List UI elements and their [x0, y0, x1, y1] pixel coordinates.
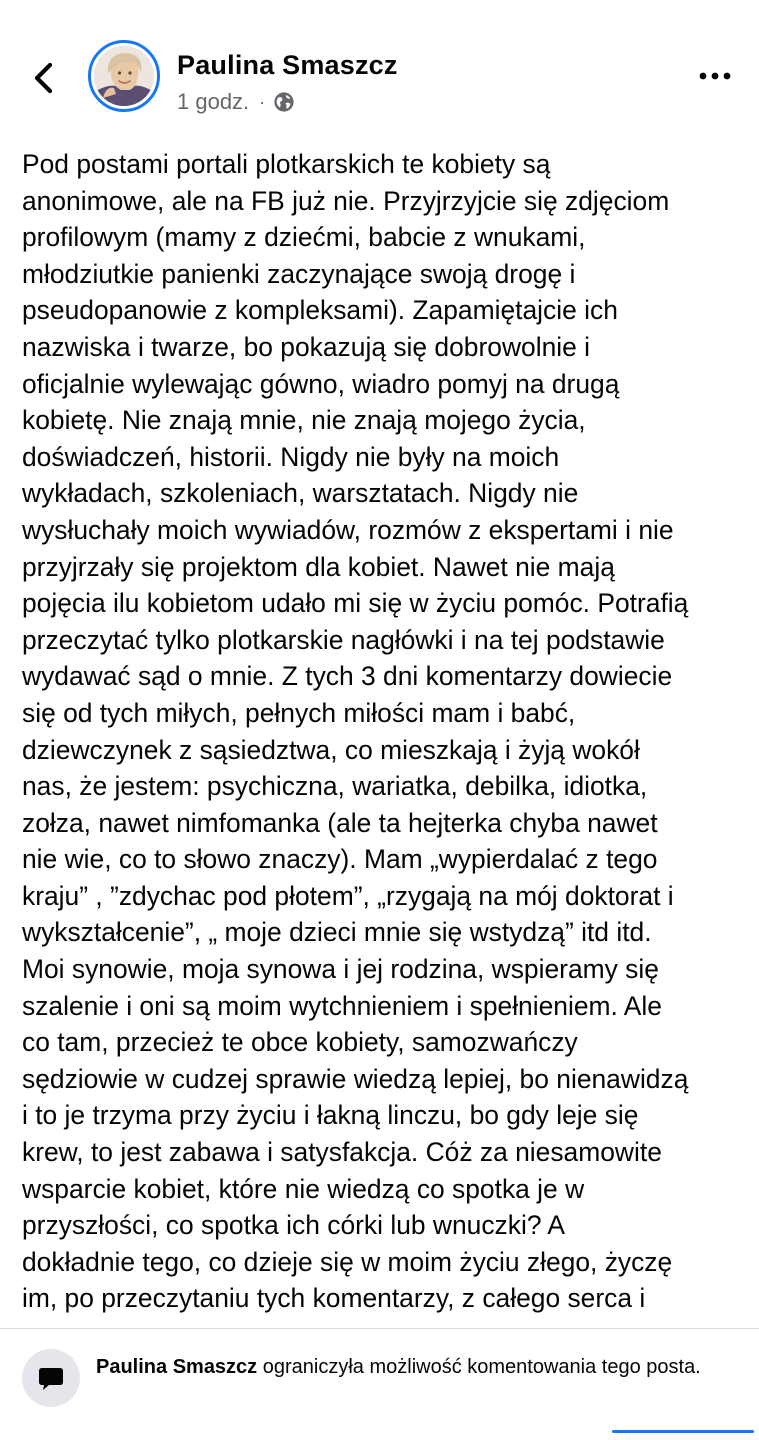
home-indicator	[612, 1430, 754, 1433]
back-button[interactable]	[22, 54, 66, 102]
post-text-line: dokładnie tego, co dzieje się w moim życiu złego, życzę	[22, 1246, 673, 1277]
post-text-line: sędziowie w cudzej sprawie wiedzą lepiej, bo nienawidzą	[22, 1063, 689, 1094]
post-text-line: krew, to jest zabawa i satysfakcja. Cóż za niesamowite	[22, 1137, 662, 1168]
post-meta	[177, 88, 295, 116]
post-text-line: dziewczynek z sąsiedztwa, co mieszkają i żyją wokół	[22, 734, 640, 765]
post-text-line: im, po przeczytaniu tych komentarzy, z całego serca i	[22, 1283, 646, 1314]
post-text-line: pseudopanowie z kompleksami). Zapamiętajcie ich	[22, 295, 618, 326]
post-text-line: doświadczeń, historii. Nigdy nie były na moich	[22, 441, 560, 472]
post-text-line: kobietę. Nie znają mnie, nie znają mojego życia,	[22, 405, 586, 436]
post-text-line: przyjrzały się projektom dla kobiet. Nawet nie mają	[22, 551, 615, 582]
chevron-left-icon	[32, 61, 56, 95]
more-options-button[interactable]	[693, 56, 737, 96]
post-text-line: nie wie, co to słowo znaczy). Mam „wypierdalać z tego	[22, 844, 658, 875]
post-text-line: Moi synowie, moja synowa i jej rodzina, wspieramy się	[22, 954, 659, 985]
post-text-line: szalenie i oni są moim wytchnieniem i spełnieniem. Ale	[22, 990, 662, 1021]
post-time[interactable]: 1 godz.	[177, 89, 250, 114]
notice-author-name[interactable]: Paulina Smaszcz	[96, 1356, 258, 1378]
post-text-line: młodziutkie panienki zaczynające swoją drogę i	[22, 258, 576, 289]
post-header	[0, 0, 759, 140]
post-text-line: Pod postami portali plotkarskich te kobiety są	[22, 149, 551, 179]
more-horizontal-icon	[699, 72, 731, 80]
post-text-line: oficjalnie wylewając gówno, wiadro pomyj na drugą	[22, 368, 620, 399]
post-text-line: wsparcie kobiet, które nie wiedzą co spotka je w	[22, 1173, 585, 1204]
post-text-line: zołza, nawet nimfomanka (ale ta hejterka chyba nawet	[22, 807, 658, 838]
post-text-line: wykształcenie”, „ moje dzieci mnie się wstydzą” itd itd.	[22, 917, 652, 948]
comments-restricted-notice	[0, 1329, 759, 1440]
post-text-line: profilowym (mamy z dziećmi, babcie z wnukami,	[22, 222, 586, 253]
post-text-line: pojęcia ilu kobietom udało mi się w życiu pomóc. Potrafią	[22, 588, 689, 619]
post-text-line: kraju” , ”zdychac pod płotem”, „rzygają na mój doktorat i	[22, 880, 674, 911]
post-text-line: wykładach, szkoleniach, warsztatach. Nigdy nie	[22, 478, 579, 509]
post-text-line: co tam, przecież te obce kobiety, samozwańczy	[22, 1027, 578, 1058]
post-text-line: się od tych miłych, pełnych miłości mam i babć,	[22, 697, 576, 728]
author-avatar[interactable]	[88, 40, 160, 112]
post-text-line: wydawać sąd o mnie. Z tych 3 dni komentarzy dowiecie	[22, 661, 673, 692]
notice-icon-circle	[22, 1349, 80, 1407]
post-text-line: nas, że jestem: psychiczna, wariatka, debilka, idiotka,	[22, 771, 648, 802]
post-text-line: przeczytać tylko plotkarskie nagłówki i na tej podstawie	[22, 624, 665, 655]
globe-icon	[273, 91, 295, 113]
speech-bubble-icon	[36, 1363, 66, 1393]
post-text	[22, 146, 740, 1322]
post-text-line: anonimowe, ale na FB już nie. Przyjrzyjcie się zdjęciom	[22, 185, 670, 216]
post-text-line: przyszłości, co spotka ich córki lub wnuczki? A	[22, 1210, 566, 1241]
notice-message: ograniczyła możliwość komentowania tego posta.	[257, 1356, 701, 1378]
post-text-line: i to je trzyma przy życiu i łakną linczu, bo gdy leje się	[22, 1100, 639, 1131]
author-name[interactable]: Paulina Smaszcz	[177, 50, 398, 80]
avatar-photo	[94, 46, 154, 106]
post-text-line: nazwiska i twarze, bo pokazują się dobrowolnie i	[22, 331, 591, 362]
post-text-line: wysłuchały moich wywiadów, rozmów z ekspertami i nie	[22, 514, 674, 545]
meta-separator: ·	[259, 91, 266, 112]
notice-text	[96, 1353, 736, 1381]
